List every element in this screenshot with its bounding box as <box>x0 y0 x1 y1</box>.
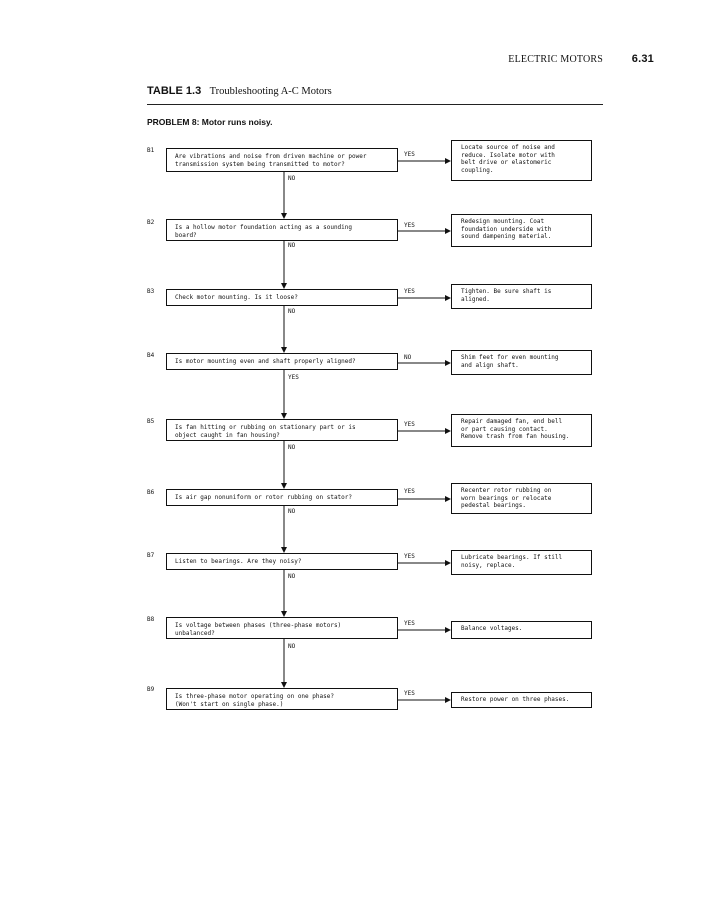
step-number-b3: B3 <box>147 288 155 295</box>
question-box-b6: Is air gap nonuniform or rotor rubbing on stator? <box>166 489 398 506</box>
action-box-b5: Repair damaged fan, end bell or part causing contact. Remove trash from fan housing. <box>451 414 592 447</box>
no-label-b6: NO <box>288 508 296 515</box>
action-box-b1: Locate source of noise and reduce. Isolate motor with belt drive or elastomeric coupling. <box>451 140 592 181</box>
action-box-b3: Tighten. Be sure shaft is aligned. <box>451 284 592 309</box>
action-box-b7: Lubricate bearings. If still noisy, replace. <box>451 550 592 575</box>
question-box-b3: Check motor mounting. Is it loose? <box>166 289 398 306</box>
question-box-b4: Is motor mounting even and shaft properly aligned? <box>166 353 398 370</box>
step-number-b4: B4 <box>147 352 155 359</box>
yes-label-b3: YES <box>404 288 415 295</box>
question-box-b7: Listen to bearings. Are they noisy? <box>166 553 398 570</box>
step-number-b2: B2 <box>147 219 155 226</box>
step-number-b5: B5 <box>147 418 155 425</box>
question-box-b8: Is voltage between phases (three-phase motors) unbalanced? <box>166 617 398 639</box>
step-number-b6: B6 <box>147 489 155 496</box>
step-number-b1: B1 <box>147 147 155 154</box>
no-label-b8: NO <box>288 643 296 650</box>
yes-label-b8: YES <box>404 620 415 627</box>
question-box-b2: Is a hollow motor foundation acting as a sounding board? <box>166 219 398 241</box>
yes-label-b6: YES <box>404 488 415 495</box>
yes-label-b4: YES <box>288 374 299 381</box>
yes-label-b5: YES <box>404 421 415 428</box>
question-box-b9: Is three-phase motor operating on one phase? (Won't start on single phase.) <box>166 688 398 710</box>
no-label-b5: NO <box>288 444 296 451</box>
no-label-b2: NO <box>288 242 296 249</box>
step-number-b7: B7 <box>147 552 155 559</box>
page-number: 6.31 <box>631 53 654 65</box>
step-number-b8: B8 <box>147 616 155 623</box>
no-label-b1: NO <box>288 175 296 182</box>
question-box-b5: Is fan hitting or rubbing on stationary part or is object caught in fan housing? <box>166 419 398 441</box>
step-number-b9: B9 <box>147 686 155 693</box>
yes-label-b1: YES <box>404 151 415 158</box>
section-title: ELECTRIC MOTORS <box>508 54 604 65</box>
question-box-b1: Are vibrations and noise from driven machine or power transmission system being transmitted to motor? <box>166 148 398 172</box>
action-box-b4: Shim feet for even mounting and align shaft. <box>451 350 592 375</box>
no-label-b4: NO <box>404 354 412 361</box>
yes-label-b7: YES <box>404 553 415 560</box>
action-box-b6: Recenter rotor rubbing on worn bearings or relocate pedestal bearings. <box>451 483 592 514</box>
yes-label-b9: YES <box>404 690 415 697</box>
problem-heading: PROBLEM 8: Motor runs noisy. <box>147 117 273 127</box>
no-label-b7: NO <box>288 573 296 580</box>
no-label-b3: NO <box>288 308 296 315</box>
action-box-b9: Restore power on three phases. <box>451 692 592 708</box>
yes-label-b2: YES <box>404 222 415 229</box>
table-caption: Troubleshooting A-C Motors <box>209 86 332 97</box>
action-box-b8: Balance voltages. <box>451 621 592 639</box>
table-label: TABLE 1.3 <box>147 85 202 97</box>
action-box-b2: Redesign mounting. Coat foundation underside with sound dampening material. <box>451 214 592 247</box>
